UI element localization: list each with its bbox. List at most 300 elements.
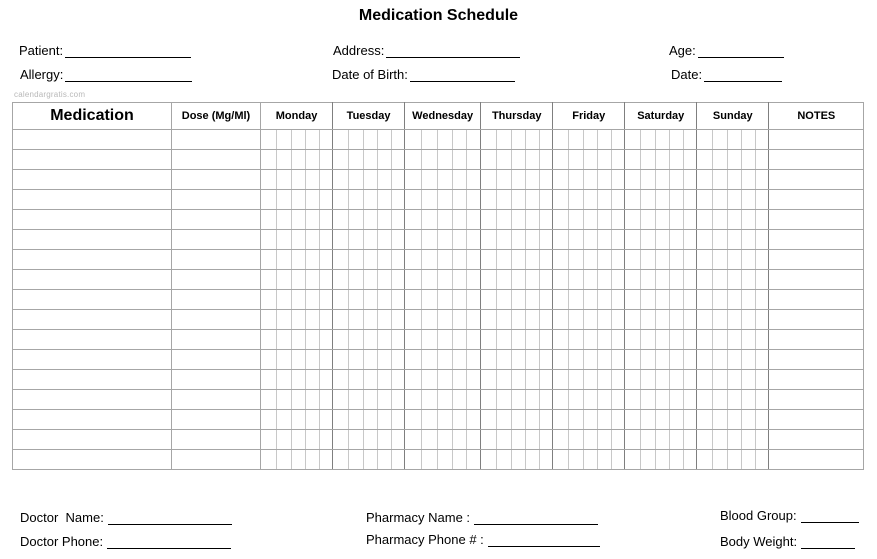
dose-slot-cell[interactable]: [306, 390, 320, 410]
dose-slot-cell[interactable]: [292, 450, 306, 470]
dob-input-line[interactable]: [410, 68, 515, 82]
dose-slot-cell[interactable]: [625, 430, 641, 450]
dose-slot-cell[interactable]: [742, 290, 756, 310]
dose-slot-cell[interactable]: [584, 430, 598, 450]
dose-slot-cell[interactable]: [742, 230, 756, 250]
dose-slot-cell[interactable]: [467, 210, 481, 230]
dose-slot-cell[interactable]: [713, 250, 728, 270]
dose-slot-cell[interactable]: [641, 370, 656, 390]
dose-slot-cell[interactable]: [349, 390, 364, 410]
dose-slot-cell[interactable]: [553, 170, 569, 190]
dose-slot-cell[interactable]: [392, 170, 405, 190]
dose-slot-cell[interactable]: [378, 450, 392, 470]
dose-slot-cell[interactable]: [598, 330, 612, 350]
dose-slot-cell[interactable]: [540, 190, 553, 210]
dose-slot-cell[interactable]: [553, 450, 569, 470]
dose-slot-cell[interactable]: [641, 330, 656, 350]
medication-cell[interactable]: [13, 290, 172, 310]
blood-group-input-line[interactable]: [801, 509, 859, 523]
dose-slot-cell[interactable]: [598, 150, 612, 170]
dose-slot-cell[interactable]: [569, 130, 584, 150]
dose-slot-cell[interactable]: [512, 390, 526, 410]
dose-slot-cell[interactable]: [526, 270, 540, 290]
dose-slot-cell[interactable]: [392, 430, 405, 450]
dose-slot-cell[interactable]: [697, 170, 713, 190]
dose-slot-cell[interactable]: [526, 170, 540, 190]
dose-slot-cell[interactable]: [713, 210, 728, 230]
dose-slot-cell[interactable]: [728, 130, 742, 150]
dose-slot-cell[interactable]: [277, 430, 292, 450]
dose-slot-cell[interactable]: [569, 270, 584, 290]
dose-slot-cell[interactable]: [569, 330, 584, 350]
dose-slot-cell[interactable]: [756, 250, 769, 270]
dose-slot-cell[interactable]: [569, 310, 584, 330]
dose-slot-cell[interactable]: [333, 350, 349, 370]
dose-slot-cell[interactable]: [261, 450, 277, 470]
dose-slot-cell[interactable]: [526, 210, 540, 230]
dose-slot-cell[interactable]: [553, 230, 569, 250]
dose-slot-cell[interactable]: [713, 130, 728, 150]
dose-slot-cell[interactable]: [684, 370, 697, 390]
dose-slot-cell[interactable]: [364, 330, 378, 350]
dose-slot-cell[interactable]: [756, 210, 769, 230]
dose-cell[interactable]: [172, 450, 261, 470]
dose-slot-cell[interactable]: [392, 450, 405, 470]
dose-slot-cell[interactable]: [728, 410, 742, 430]
dose-slot-cell[interactable]: [405, 430, 422, 450]
dose-slot-cell[interactable]: [656, 270, 670, 290]
dose-slot-cell[interactable]: [378, 170, 392, 190]
dose-slot-cell[interactable]: [320, 330, 333, 350]
dose-slot-cell[interactable]: [526, 290, 540, 310]
dose-slot-cell[interactable]: [349, 190, 364, 210]
dose-slot-cell[interactable]: [540, 130, 553, 150]
dose-slot-cell[interactable]: [438, 150, 453, 170]
dose-slot-cell[interactable]: [584, 350, 598, 370]
dose-slot-cell[interactable]: [512, 350, 526, 370]
dose-slot-cell[interactable]: [277, 310, 292, 330]
dose-slot-cell[interactable]: [467, 330, 481, 350]
dose-slot-cell[interactable]: [728, 330, 742, 350]
dose-slot-cell[interactable]: [333, 330, 349, 350]
dose-slot-cell[interactable]: [349, 170, 364, 190]
dose-slot-cell[interactable]: [728, 450, 742, 470]
notes-cell[interactable]: [769, 230, 864, 250]
dose-slot-cell[interactable]: [277, 330, 292, 350]
pharmacy-name-field[interactable]: [366, 510, 598, 525]
dose-slot-cell[interactable]: [453, 170, 467, 190]
dose-slot-cell[interactable]: [261, 370, 277, 390]
dose-slot-cell[interactable]: [277, 150, 292, 170]
dose-cell[interactable]: [172, 230, 261, 250]
dose-slot-cell[interactable]: [598, 450, 612, 470]
dose-slot-cell[interactable]: [333, 170, 349, 190]
dose-slot-cell[interactable]: [378, 250, 392, 270]
dose-slot-cell[interactable]: [320, 450, 333, 470]
dose-slot-cell[interactable]: [378, 390, 392, 410]
dose-slot-cell[interactable]: [697, 250, 713, 270]
medication-cell[interactable]: [13, 250, 172, 270]
dose-slot-cell[interactable]: [306, 190, 320, 210]
dose-slot-cell[interactable]: [320, 230, 333, 250]
dose-slot-cell[interactable]: [292, 130, 306, 150]
dose-slot-cell[interactable]: [742, 370, 756, 390]
dose-slot-cell[interactable]: [405, 230, 422, 250]
allergy-input-line[interactable]: [65, 68, 192, 82]
dose-slot-cell[interactable]: [584, 250, 598, 270]
dose-slot-cell[interactable]: [742, 430, 756, 450]
dose-slot-cell[interactable]: [364, 450, 378, 470]
dose-slot-cell[interactable]: [625, 290, 641, 310]
dose-slot-cell[interactable]: [481, 310, 497, 330]
dose-slot-cell[interactable]: [598, 310, 612, 330]
dose-slot-cell[interactable]: [553, 410, 569, 430]
dose-slot-cell[interactable]: [320, 170, 333, 190]
dose-slot-cell[interactable]: [306, 230, 320, 250]
dose-slot-cell[interactable]: [656, 230, 670, 250]
dose-slot-cell[interactable]: [728, 170, 742, 190]
dose-slot-cell[interactable]: [656, 150, 670, 170]
dose-slot-cell[interactable]: [584, 130, 598, 150]
dose-slot-cell[interactable]: [598, 390, 612, 410]
dose-slot-cell[interactable]: [349, 450, 364, 470]
notes-cell[interactable]: [769, 310, 864, 330]
dose-slot-cell[interactable]: [540, 270, 553, 290]
dose-slot-cell[interactable]: [453, 290, 467, 310]
dose-slot-cell[interactable]: [684, 230, 697, 250]
dose-slot-cell[interactable]: [584, 290, 598, 310]
dose-slot-cell[interactable]: [684, 170, 697, 190]
age-field[interactable]: [669, 43, 784, 58]
dose-slot-cell[interactable]: [625, 370, 641, 390]
dose-slot-cell[interactable]: [306, 210, 320, 230]
dose-slot-cell[interactable]: [378, 130, 392, 150]
dose-slot-cell[interactable]: [728, 290, 742, 310]
dose-slot-cell[interactable]: [438, 230, 453, 250]
dose-slot-cell[interactable]: [292, 230, 306, 250]
dose-slot-cell[interactable]: [512, 210, 526, 230]
dose-slot-cell[interactable]: [438, 310, 453, 330]
dose-slot-cell[interactable]: [481, 150, 497, 170]
dose-slot-cell[interactable]: [364, 270, 378, 290]
dose-slot-cell[interactable]: [684, 450, 697, 470]
dose-slot-cell[interactable]: [612, 190, 625, 210]
dose-slot-cell[interactable]: [612, 150, 625, 170]
dose-slot-cell[interactable]: [378, 350, 392, 370]
dose-slot-cell[interactable]: [569, 250, 584, 270]
dose-slot-cell[interactable]: [756, 430, 769, 450]
dose-slot-cell[interactable]: [512, 170, 526, 190]
dose-slot-cell[interactable]: [713, 270, 728, 290]
dose-slot-cell[interactable]: [422, 190, 438, 210]
dose-slot-cell[interactable]: [277, 210, 292, 230]
dose-slot-cell[interactable]: [438, 190, 453, 210]
medication-cell[interactable]: [13, 130, 172, 150]
dose-slot-cell[interactable]: [540, 290, 553, 310]
dose-slot-cell[interactable]: [756, 270, 769, 290]
dose-slot-cell[interactable]: [405, 270, 422, 290]
dose-slot-cell[interactable]: [277, 390, 292, 410]
dose-slot-cell[interactable]: [553, 330, 569, 350]
body-weight-field[interactable]: [720, 534, 855, 549]
dose-cell[interactable]: [172, 410, 261, 430]
dose-slot-cell[interactable]: [438, 250, 453, 270]
dose-slot-cell[interactable]: [292, 370, 306, 390]
dose-slot-cell[interactable]: [512, 230, 526, 250]
dose-slot-cell[interactable]: [584, 230, 598, 250]
dose-slot-cell[interactable]: [405, 190, 422, 210]
dose-slot-cell[interactable]: [481, 410, 497, 430]
dose-slot-cell[interactable]: [625, 330, 641, 350]
dose-slot-cell[interactable]: [625, 190, 641, 210]
dose-slot-cell[interactable]: [497, 230, 512, 250]
dose-slot-cell[interactable]: [349, 310, 364, 330]
dose-slot-cell[interactable]: [728, 430, 742, 450]
age-input-line[interactable]: [698, 44, 784, 58]
body-weight-input-line[interactable]: [801, 535, 855, 549]
dose-slot-cell[interactable]: [453, 410, 467, 430]
dose-slot-cell[interactable]: [569, 170, 584, 190]
dose-slot-cell[interactable]: [512, 290, 526, 310]
dose-slot-cell[interactable]: [422, 170, 438, 190]
dose-slot-cell[interactable]: [453, 210, 467, 230]
dose-slot-cell[interactable]: [481, 430, 497, 450]
dose-slot-cell[interactable]: [405, 250, 422, 270]
dose-slot-cell[interactable]: [306, 310, 320, 330]
dose-slot-cell[interactable]: [540, 170, 553, 190]
dose-slot-cell[interactable]: [756, 350, 769, 370]
dose-slot-cell[interactable]: [422, 390, 438, 410]
dose-slot-cell[interactable]: [333, 250, 349, 270]
dose-slot-cell[interactable]: [612, 270, 625, 290]
notes-cell[interactable]: [769, 430, 864, 450]
dose-slot-cell[interactable]: [598, 130, 612, 150]
medication-cell[interactable]: [13, 190, 172, 210]
dose-slot-cell[interactable]: [670, 270, 684, 290]
dose-slot-cell[interactable]: [641, 210, 656, 230]
dose-slot-cell[interactable]: [292, 390, 306, 410]
dose-slot-cell[interactable]: [405, 410, 422, 430]
dose-slot-cell[interactable]: [670, 230, 684, 250]
dose-slot-cell[interactable]: [306, 430, 320, 450]
dose-slot-cell[interactable]: [512, 370, 526, 390]
dose-slot-cell[interactable]: [612, 210, 625, 230]
dose-slot-cell[interactable]: [625, 210, 641, 230]
dose-slot-cell[interactable]: [713, 450, 728, 470]
dose-slot-cell[interactable]: [405, 350, 422, 370]
dose-slot-cell[interactable]: [277, 130, 292, 150]
dose-slot-cell[interactable]: [598, 350, 612, 370]
dose-slot-cell[interactable]: [292, 350, 306, 370]
dose-slot-cell[interactable]: [392, 290, 405, 310]
dose-slot-cell[interactable]: [422, 310, 438, 330]
dose-slot-cell[interactable]: [405, 210, 422, 230]
dose-slot-cell[interactable]: [261, 230, 277, 250]
notes-cell[interactable]: [769, 290, 864, 310]
dose-slot-cell[interactable]: [422, 370, 438, 390]
dose-slot-cell[interactable]: [378, 370, 392, 390]
dose-slot-cell[interactable]: [467, 430, 481, 450]
dose-slot-cell[interactable]: [438, 130, 453, 150]
dose-slot-cell[interactable]: [422, 350, 438, 370]
dose-slot-cell[interactable]: [625, 390, 641, 410]
dose-slot-cell[interactable]: [553, 430, 569, 450]
dose-slot-cell[interactable]: [728, 350, 742, 370]
dose-slot-cell[interactable]: [320, 350, 333, 370]
dose-slot-cell[interactable]: [333, 310, 349, 330]
dose-slot-cell[interactable]: [569, 390, 584, 410]
dose-slot-cell[interactable]: [742, 150, 756, 170]
dose-slot-cell[interactable]: [277, 250, 292, 270]
dose-cell[interactable]: [172, 370, 261, 390]
dose-slot-cell[interactable]: [641, 310, 656, 330]
dose-slot-cell[interactable]: [526, 190, 540, 210]
patient-input-line[interactable]: [65, 44, 191, 58]
dose-slot-cell[interactable]: [641, 270, 656, 290]
dose-slot-cell[interactable]: [742, 190, 756, 210]
dose-slot-cell[interactable]: [467, 410, 481, 430]
dose-slot-cell[interactable]: [292, 170, 306, 190]
dose-slot-cell[interactable]: [378, 310, 392, 330]
dose-slot-cell[interactable]: [625, 250, 641, 270]
dose-slot-cell[interactable]: [405, 170, 422, 190]
dose-slot-cell[interactable]: [438, 390, 453, 410]
dose-slot-cell[interactable]: [684, 130, 697, 150]
dose-slot-cell[interactable]: [453, 330, 467, 350]
dose-slot-cell[interactable]: [742, 330, 756, 350]
dose-slot-cell[interactable]: [598, 410, 612, 430]
dose-slot-cell[interactable]: [277, 450, 292, 470]
dose-cell[interactable]: [172, 130, 261, 150]
dose-slot-cell[interactable]: [364, 130, 378, 150]
dose-slot-cell[interactable]: [333, 370, 349, 390]
dose-slot-cell[interactable]: [584, 410, 598, 430]
dose-slot-cell[interactable]: [728, 390, 742, 410]
dose-slot-cell[interactable]: [612, 450, 625, 470]
dose-slot-cell[interactable]: [569, 410, 584, 430]
dose-slot-cell[interactable]: [392, 150, 405, 170]
dose-slot-cell[interactable]: [684, 150, 697, 170]
doctor-name-field[interactable]: [20, 510, 232, 525]
dose-slot-cell[interactable]: [497, 430, 512, 450]
dose-slot-cell[interactable]: [306, 250, 320, 270]
dose-slot-cell[interactable]: [625, 410, 641, 430]
date-input-line[interactable]: [704, 68, 782, 82]
dose-slot-cell[interactable]: [306, 410, 320, 430]
notes-cell[interactable]: [769, 370, 864, 390]
dose-slot-cell[interactable]: [625, 270, 641, 290]
dose-slot-cell[interactable]: [697, 350, 713, 370]
dose-slot-cell[interactable]: [467, 150, 481, 170]
dose-slot-cell[interactable]: [349, 290, 364, 310]
dose-cell[interactable]: [172, 270, 261, 290]
dose-slot-cell[interactable]: [378, 210, 392, 230]
dose-slot-cell[interactable]: [453, 130, 467, 150]
dose-slot-cell[interactable]: [467, 170, 481, 190]
dose-slot-cell[interactable]: [497, 170, 512, 190]
dose-slot-cell[interactable]: [742, 170, 756, 190]
dose-slot-cell[interactable]: [540, 330, 553, 350]
dose-slot-cell[interactable]: [612, 290, 625, 310]
dose-slot-cell[interactable]: [392, 210, 405, 230]
dose-slot-cell[interactable]: [540, 250, 553, 270]
dose-slot-cell[interactable]: [467, 130, 481, 150]
dose-slot-cell[interactable]: [713, 330, 728, 350]
dose-slot-cell[interactable]: [438, 270, 453, 290]
dose-slot-cell[interactable]: [422, 130, 438, 150]
dose-slot-cell[interactable]: [333, 450, 349, 470]
dose-slot-cell[interactable]: [512, 130, 526, 150]
pharmacy-name-input-line[interactable]: [474, 511, 598, 525]
dose-slot-cell[interactable]: [481, 270, 497, 290]
dose-slot-cell[interactable]: [684, 270, 697, 290]
notes-cell[interactable]: [769, 350, 864, 370]
dose-slot-cell[interactable]: [612, 430, 625, 450]
dose-slot-cell[interactable]: [697, 370, 713, 390]
medication-cell[interactable]: [13, 330, 172, 350]
dose-slot-cell[interactable]: [540, 350, 553, 370]
dose-slot-cell[interactable]: [497, 250, 512, 270]
dose-slot-cell[interactable]: [261, 170, 277, 190]
dose-slot-cell[interactable]: [697, 190, 713, 210]
dose-slot-cell[interactable]: [320, 310, 333, 330]
dose-slot-cell[interactable]: [481, 130, 497, 150]
dose-slot-cell[interactable]: [526, 350, 540, 370]
dose-slot-cell[interactable]: [584, 310, 598, 330]
dose-slot-cell[interactable]: [481, 350, 497, 370]
dose-slot-cell[interactable]: [670, 290, 684, 310]
dose-slot-cell[interactable]: [422, 410, 438, 430]
dose-slot-cell[interactable]: [697, 330, 713, 350]
dose-slot-cell[interactable]: [292, 150, 306, 170]
dose-slot-cell[interactable]: [553, 150, 569, 170]
dose-slot-cell[interactable]: [497, 310, 512, 330]
notes-cell[interactable]: [769, 390, 864, 410]
dose-slot-cell[interactable]: [512, 410, 526, 430]
dose-slot-cell[interactable]: [540, 230, 553, 250]
dose-slot-cell[interactable]: [292, 250, 306, 270]
dose-cell[interactable]: [172, 390, 261, 410]
dose-slot-cell[interactable]: [684, 190, 697, 210]
dose-slot-cell[interactable]: [292, 290, 306, 310]
dose-slot-cell[interactable]: [540, 150, 553, 170]
medication-cell[interactable]: [13, 210, 172, 230]
dose-slot-cell[interactable]: [625, 170, 641, 190]
dose-slot-cell[interactable]: [306, 150, 320, 170]
dose-slot-cell[interactable]: [497, 370, 512, 390]
dose-slot-cell[interactable]: [584, 170, 598, 190]
dose-slot-cell[interactable]: [438, 350, 453, 370]
dose-slot-cell[interactable]: [569, 230, 584, 250]
dose-slot-cell[interactable]: [292, 310, 306, 330]
dose-slot-cell[interactable]: [467, 270, 481, 290]
dose-slot-cell[interactable]: [512, 330, 526, 350]
dose-slot-cell[interactable]: [392, 190, 405, 210]
dose-slot-cell[interactable]: [756, 390, 769, 410]
dose-slot-cell[interactable]: [378, 430, 392, 450]
dose-slot-cell[interactable]: [438, 330, 453, 350]
dose-slot-cell[interactable]: [306, 330, 320, 350]
dose-slot-cell[interactable]: [405, 370, 422, 390]
dose-cell[interactable]: [172, 290, 261, 310]
dose-slot-cell[interactable]: [584, 450, 598, 470]
dose-slot-cell[interactable]: [670, 450, 684, 470]
dose-slot-cell[interactable]: [378, 330, 392, 350]
dose-slot-cell[interactable]: [526, 130, 540, 150]
dose-slot-cell[interactable]: [713, 350, 728, 370]
dose-slot-cell[interactable]: [333, 190, 349, 210]
dose-slot-cell[interactable]: [320, 370, 333, 390]
